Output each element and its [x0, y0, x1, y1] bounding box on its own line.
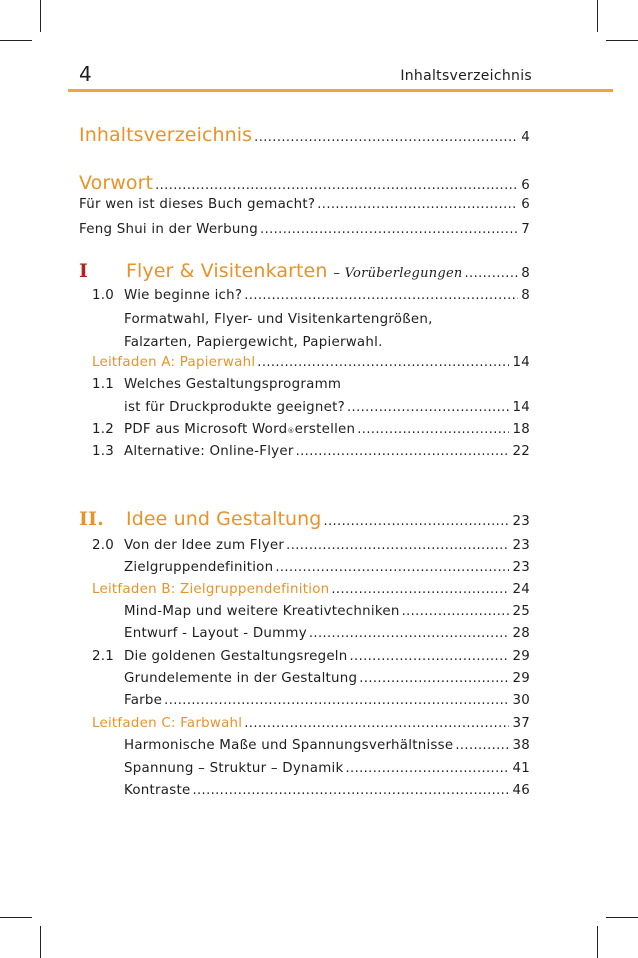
toc-page-number: 29 — [512, 649, 530, 664]
toc-page-number: 24 — [512, 582, 530, 597]
dot-leader — [164, 694, 509, 707]
toc-entry-title: Spannung – Struktur – Dynamik — [124, 761, 344, 776]
toc-entry-harmonische[interactable] — [124, 739, 530, 752]
toc-entry-title: Inhaltsverzeichnis — [79, 124, 253, 146]
dot-leader — [350, 650, 510, 663]
toc-entry-kontraste[interactable] — [124, 784, 530, 797]
dot-leader — [346, 762, 510, 775]
dot-leader — [309, 627, 510, 640]
toc-entry-title: Vorwort — [79, 172, 154, 194]
toc-page-number: 14 — [512, 355, 530, 370]
dot-leader — [455, 739, 509, 752]
toc-entry-2-1[interactable] — [92, 650, 530, 663]
crop-mark — [0, 917, 32, 918]
crop-mark — [606, 40, 638, 41]
toc-entry-1-2[interactable]: 1.2 PDF aus Microsoft Word ® erstellen ..... 18 — [92, 423, 530, 436]
toc-page-number: 6 — [521, 197, 530, 212]
section-number: 1.3 — [92, 444, 115, 459]
dot-leader — [359, 672, 509, 685]
dot-leader — [331, 583, 509, 596]
toc-entry-title: Von der Idee zum Flyer — [124, 538, 285, 553]
dot-leader — [465, 267, 519, 280]
toc-entry-zielgruppe[interactable] — [124, 561, 530, 574]
section-number: 2.0 — [92, 538, 115, 553]
dot-leader — [317, 198, 518, 211]
toc-page-number: 18 — [512, 422, 530, 437]
header-rule — [68, 89, 613, 92]
toc-entry-title: Welches Gestaltungsprogramm — [124, 377, 342, 392]
toc-entry-title: ist für Druckprodukte geeignet? — [124, 400, 346, 415]
section-number: 2.1 — [92, 649, 115, 664]
chapter-title: Idee und Gestaltung — [126, 508, 322, 530]
toc-page-number: 41 — [512, 761, 530, 776]
toc-entry-leitfaden-c[interactable] — [92, 717, 530, 730]
crop-mark — [0, 40, 32, 41]
toc-entry-title: Feng Shui in der Werbung — [79, 222, 259, 237]
toc-entry-title: Leitfaden C: Farbwahl — [92, 716, 243, 731]
toc-entry-mindmap[interactable] — [124, 605, 530, 618]
toc-entry-1-1[interactable] — [124, 401, 530, 414]
running-head: Inhaltsverzeichnis — [400, 68, 532, 84]
toc-page-number: 37 — [512, 716, 530, 731]
toc-entry-farbe[interactable] — [124, 694, 530, 707]
toc-page-number: 30 — [512, 693, 530, 708]
crop-mark — [40, 926, 41, 958]
dot-leader — [275, 561, 509, 574]
dot-leader — [155, 179, 518, 192]
toc-page-number: 46 — [512, 783, 530, 798]
toc-entry-entwurf[interactable] — [124, 627, 530, 640]
toc-entry-title: PDF aus Microsoft Word — [124, 422, 288, 437]
toc-entry-title: Leitfaden A: Papierwahl — [92, 355, 256, 370]
toc-entry-inhaltsverzeichnis[interactable] — [79, 126, 530, 145]
toc-page-number: 28 — [512, 626, 530, 641]
toc-page-number: 4 — [521, 130, 530, 145]
toc-page-number: 8 — [521, 288, 530, 303]
toc-entry-vorwort[interactable] — [79, 174, 530, 193]
toc-entry-title: Die goldenen Gestaltungsregeln — [124, 649, 348, 664]
toc-entry-title: Grundelemente in der Gestaltung — [124, 671, 358, 686]
dot-leader — [402, 605, 510, 618]
toc-entry-title: Kontraste — [124, 783, 191, 798]
crop-mark — [597, 0, 598, 32]
toc-entry-fuer-wen[interactable] — [79, 198, 530, 211]
dot-leader — [254, 131, 518, 144]
toc-page-number: 6 — [521, 178, 530, 193]
toc-entry-grundelemente[interactable] — [124, 672, 530, 685]
dot-leader — [357, 423, 509, 436]
dot-leader — [323, 515, 509, 528]
dot-leader — [192, 784, 509, 797]
toc-entry-description: Formatwahl, Flyer- und Visitenkartengrößen, — [124, 312, 433, 327]
dot-leader — [347, 401, 509, 414]
toc-entry-leitfaden-b[interactable] — [92, 583, 530, 596]
chapter-numeral: II. — [79, 508, 105, 530]
toc-entry-1-0[interactable] — [92, 289, 530, 302]
toc-entry-title: Zielgruppendefinition — [124, 560, 274, 575]
toc-entry-feng-shui[interactable] — [79, 223, 530, 236]
toc-page-number: 23 — [512, 560, 530, 575]
section-number: 1.0 — [92, 288, 115, 303]
chapter-title: Flyer & Visitenkarten — [126, 260, 328, 282]
toc-page-number: 8 — [521, 266, 530, 281]
toc-entry-title: Farbe — [124, 693, 163, 708]
toc-entry-1-3[interactable] — [92, 445, 530, 458]
crop-mark — [606, 917, 638, 918]
toc-page-number: 25 — [512, 604, 530, 619]
dot-leader — [244, 289, 518, 302]
toc-page-number: 7 — [521, 222, 530, 237]
toc-entry-spannung[interactable] — [124, 762, 530, 775]
toc-chapter-one[interactable] — [79, 262, 530, 281]
toc-entry-title: Leitfaden B: Zielgruppendefinition — [92, 582, 330, 597]
crop-mark — [40, 0, 41, 32]
toc-entry-title: Entwurf - Layout - Dummy — [124, 626, 307, 641]
chapter-numeral: I — [79, 260, 89, 282]
toc-entry-title: Für wen ist dieses Buch gemacht? — [79, 197, 316, 212]
dot-leader — [244, 717, 509, 730]
toc-page-number: 38 — [512, 738, 530, 753]
dot-leader — [260, 223, 518, 236]
toc-entry-1-1-line1 — [92, 378, 530, 391]
toc-page-number: 14 — [512, 400, 530, 415]
toc-page-number: 29 — [512, 671, 530, 686]
toc-chapter-two[interactable] — [79, 510, 530, 529]
toc-entry-title-suffix: erstellen — [294, 422, 356, 437]
toc-page-number: 23 — [512, 538, 530, 553]
toc-entry-title: Harmonische Maße und Spannungsverhältnisse — [124, 738, 454, 753]
toc-entry-title: Mind-Map und weitere Kreativtechniken — [124, 604, 400, 619]
page-number: 4 — [79, 62, 92, 86]
dot-leader — [257, 356, 509, 369]
toc-entry-2-0[interactable] — [92, 539, 530, 552]
toc-page-number: 22 — [512, 444, 530, 459]
section-number: 1.2 — [92, 422, 115, 437]
toc-entry-title: Wie beginne ich? — [124, 288, 243, 303]
chapter-subtitle: – Vorüberlegungen — [333, 266, 463, 281]
crop-mark — [597, 926, 598, 958]
dot-leader — [296, 445, 510, 458]
dot-leader — [286, 539, 509, 552]
section-number: 1.1 — [92, 377, 115, 392]
toc-entry-leitfaden-a[interactable] — [92, 356, 530, 369]
toc-entry-title: Alternative: Online-Flyer — [124, 444, 294, 459]
toc-page-number: 23 — [512, 514, 530, 529]
toc-entry-description: Falzarten, Papiergewicht, Papierwahl. — [124, 335, 383, 350]
